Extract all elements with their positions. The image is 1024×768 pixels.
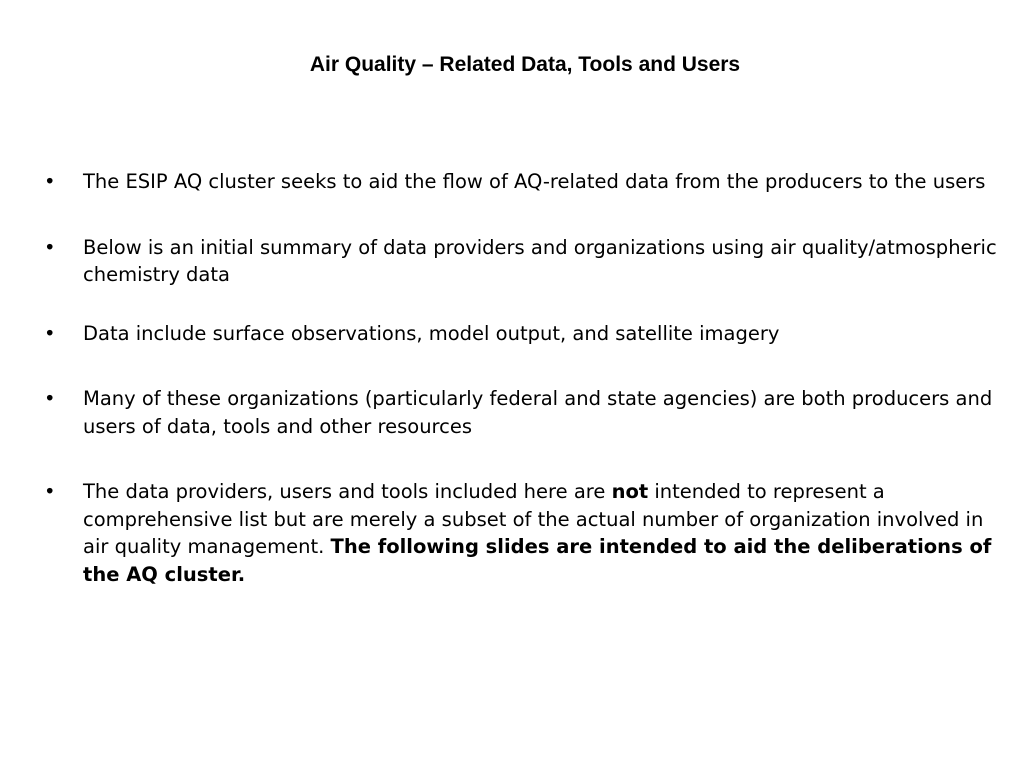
slide-title: Air Quality – Related Data, Tools and Users — [309, 53, 741, 76]
closing-bold-text: The following slides are intended to aid the deliberations of the AQ cluster. — [83, 535, 992, 586]
bullet-icon: • — [44, 321, 56, 345]
bullet-text: Data include surface observations, model output, and satellite imagery — [83, 321, 780, 345]
bullet-text: The ESIP AQ cluster seeks to aid the flow of AQ-related data from the producers to the users — [83, 170, 986, 193]
bullet-icon: • — [44, 235, 56, 259]
bullet-icon: • — [44, 480, 56, 503]
bullet-icon: • — [44, 170, 56, 193]
bullet-text-part: intended to represent a comprehensive list but are merely a subset of the actual number of organization involved in air quality management. — [83, 480, 984, 558]
bullet-item — [44, 234, 1004, 289]
bullet-text — [83, 480, 991, 586]
bullet-item — [44, 385, 1004, 440]
bullet-item — [44, 478, 1004, 588]
bullet-item — [44, 168, 1004, 196]
bullet-list — [44, 168, 1004, 588]
bullet-item — [44, 320, 1004, 348]
bullet-icon: • — [44, 387, 56, 410]
bullet-text: Many of these organizations (particularly federal and state agencies) are both producers and users of data, tools and other resources — [83, 387, 993, 438]
bullet-text: Below is an initial summary of data providers and organizations using air quality/atmospheric chemistry data — [83, 235, 997, 286]
bullet-text-part: The data providers, users and tools included here are — [83, 480, 612, 503]
emphasis-text: not — [611, 480, 649, 503]
